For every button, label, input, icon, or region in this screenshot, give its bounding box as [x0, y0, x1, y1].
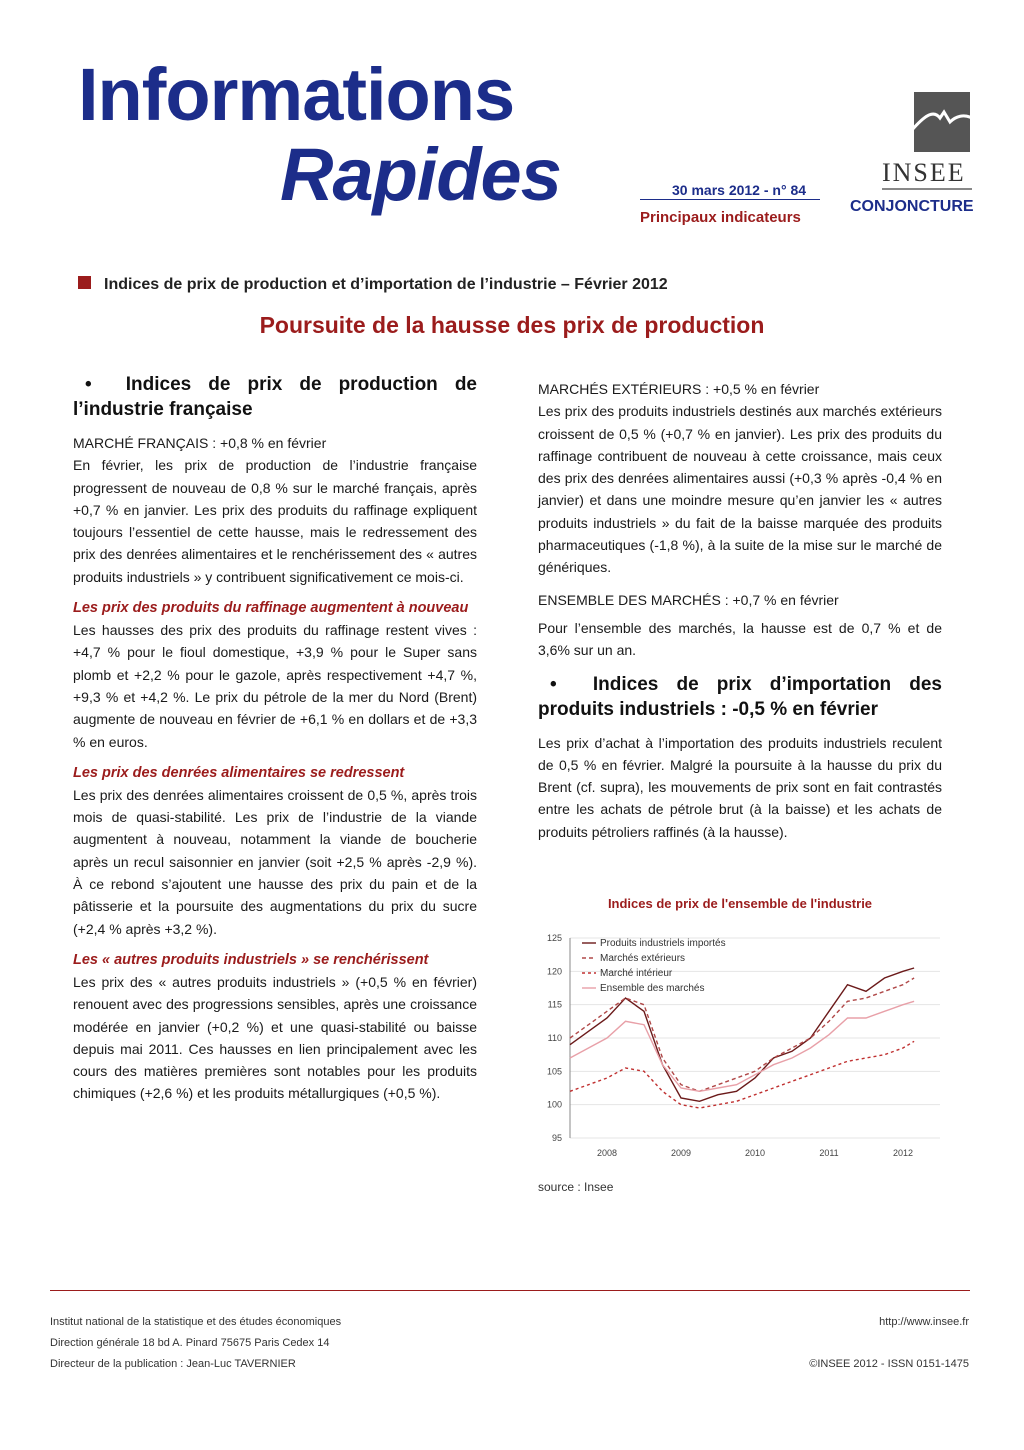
section-heading-production: • Indices de prix de production de l’industrie française	[73, 374, 477, 420]
subheading-raffinage: Les prix des produits du raffinage augmentent à nouveau	[73, 600, 469, 617]
label-marches-exterieurs: MARCHÉS EXTÉRIEURS : +0,5 % en février	[538, 381, 820, 397]
label-ensemble-marches: ENSEMBLE DES MARCHÉS : +0,7 % en février	[538, 591, 839, 608]
insee-rule	[882, 188, 972, 190]
conjoncture-label: CONJONCTURE	[850, 198, 974, 215]
masthead-title-line2: Rapides	[280, 133, 561, 216]
x-tick-label: 2010	[744, 1148, 766, 1158]
footer-line-1: Institut national de la statistique et des études économiques	[50, 1316, 342, 1328]
series-line-4	[570, 1001, 914, 1091]
footer-right	[809, 1312, 969, 1375]
x-tick-label: 2012	[892, 1148, 914, 1158]
topic-line: Indices de prix de production et d’importation de l’industrie – Février 2012	[104, 276, 668, 293]
y-tick-label: 110	[547, 1033, 562, 1043]
x-tick-label: 2008	[596, 1148, 618, 1158]
page-headline: Poursuite de la hausse des prix de production	[259, 312, 765, 338]
section-heading-importation-text: Indices de prix d’importation des produits industriels : -0,5 % en février	[538, 673, 942, 720]
chart-title: Indices de prix de l'ensemble de l'industrie	[607, 896, 873, 911]
paragraph-ensemble: Pour l’ensemble des marchés, la hausse est de 0,7 % et de 3,6% sur un an.	[538, 619, 942, 659]
issue-date: 30 mars 2012 - n° 84	[672, 182, 807, 198]
insee-logo-icon	[914, 92, 970, 152]
legend-label: Ensemble des marchés	[600, 983, 705, 994]
topic-square-icon	[78, 276, 91, 289]
paragraph-alimentaires: Les prix des denrées alimentaires croissent de 0,5 %, après trois mois de quasi-stabilité. Les prix de l’industrie de la viande augmentent à nouveau, notamment la viande de boucherie après un recul saisonnier en janvier (soit +2,5 % après -2,9 %). À ce rebond s’ajoutent une hausse des prix du pain et de la pâtisserie et la poursuite des augmentations du prix du sucre (+2,4 % après +3,2 %).	[73, 786, 477, 937]
left-column	[73, 372, 477, 1115]
legend-label: Marchés extérieurs	[600, 953, 686, 964]
issue-category: Principaux indicateurs	[640, 209, 801, 226]
paragraph-autres: Les prix des « autres produits industriels » (+0,5 % en février) renouent avec des progressions sensibles, après une croissance modérée en janvier (+0,2 %) et une quasi-stabilité ou baisse depuis mai 2011. Ces hausses en lien principalement avec les cours des matières premières sont notables pour les produits chimiques (+2,6 %) et les produits métallurgiques (+0,5 %).	[73, 973, 477, 1102]
section-heading-importation: • Indices de prix d’importation des produits industriels : -0,5 % en février	[538, 673, 942, 720]
footer-rule	[50, 1290, 970, 1291]
subheading-autres: Les « autres produits industriels » se renchérissent	[73, 951, 429, 968]
label-marche-francais: MARCHÉ FRANÇAIS : +0,8 % en février	[73, 435, 327, 451]
legend-label: Marché intérieur	[600, 968, 673, 979]
paragraph-importation: Les prix d’achat à l’importation des produits industriels reculent de 0,5 % en février. Malgré la poursuite à la hausse du prix du Brent (cf. supra), les mouvements de prix sont en fait contrastés entre les achats de pétrole brut (à la baisse) et les achats de produits pétroliers raffinés (à la hausse).	[538, 734, 942, 840]
footer-url[interactable]: http://www.insee.fr	[879, 1316, 969, 1328]
y-tick-label: 120	[546, 966, 562, 977]
masthead-rule	[640, 199, 820, 200]
series-line-2	[570, 978, 914, 1091]
y-tick-label: 125	[546, 933, 562, 943]
section-heading-production-text: Indices de prix de production de l’industrie française	[73, 374, 477, 420]
insee-wordmark: INSEE	[882, 158, 966, 187]
footer-institution	[50, 1312, 341, 1375]
footer-line-2: Direction générale 18 bd A. Pinard 75675 Paris Cedex 14	[50, 1337, 330, 1349]
footer-copyright: ©INSEE 2012 - ISSN 0151-1475	[809, 1358, 969, 1370]
x-tick-label: 2009	[670, 1148, 692, 1158]
y-tick-label: 95	[551, 1133, 562, 1143]
paragraph-exterieurs: Les prix des produits industriels destinés aux marchés extérieurs croissent de 0,5 % (+0,7 % en janvier). Les prix des produits du raffinage contribuent de nouveau à cette croissance, mais ceux des prix des denrées alimentaires aussi (+0,3 % après -0,4 % en janvier) et dans une moindre mesure qu’en janvier les « autres produits industriels » du fait de la baisse marquée des produits pharmaceutiques (-1,8 %), à la suite de la mise sur le marché de génériques.	[538, 403, 942, 576]
masthead-title-line1: Informations	[78, 53, 515, 136]
subheading-alimentaires: Les prix des denrées alimentaires se redressent	[73, 764, 405, 781]
y-tick-label: 100	[546, 1099, 562, 1110]
legend-label: Produits industriels importés	[600, 938, 726, 949]
footer-line-3: Directeur de la publication : Jean-Luc TAVERNIER	[50, 1358, 296, 1370]
y-tick-label: 105	[546, 1066, 562, 1077]
price-index-chart	[530, 928, 950, 1168]
y-tick-label: 115	[547, 999, 562, 1010]
x-tick-label: 2011	[819, 1148, 839, 1158]
chart-source: source : Insee	[538, 1180, 614, 1194]
right-column	[538, 378, 942, 853]
paragraph-raffinage: Les hausses des prix des produits du raffinage restent vives : +4,7 % pour le fioul domestique, +3,9 % pour le Super sans plomb et +2,2 % pour le gazole, après respectivement +4,7 %, +9,3 % et +4,2 %. Le prix du pétrole de la mer du Nord (Brent) augmente de nouveau en février de +6,1 % en dollars et de +3,3 % en euros.	[73, 622, 477, 750]
paragraph-intro: En février, les prix de production de l’industrie française progressent de nouveau de 0,8 % sur le marché français, après +0,7 % en janvier. Les prix des produits du raffinage expliquent toujours l’essentiel de cette hausse, mais le redressement des prix des denrées alimentaires et le renchérissement des « autres produits industriels » y contribuent significativement ce mois-ci.	[73, 457, 477, 585]
series-line-3	[570, 1041, 914, 1108]
